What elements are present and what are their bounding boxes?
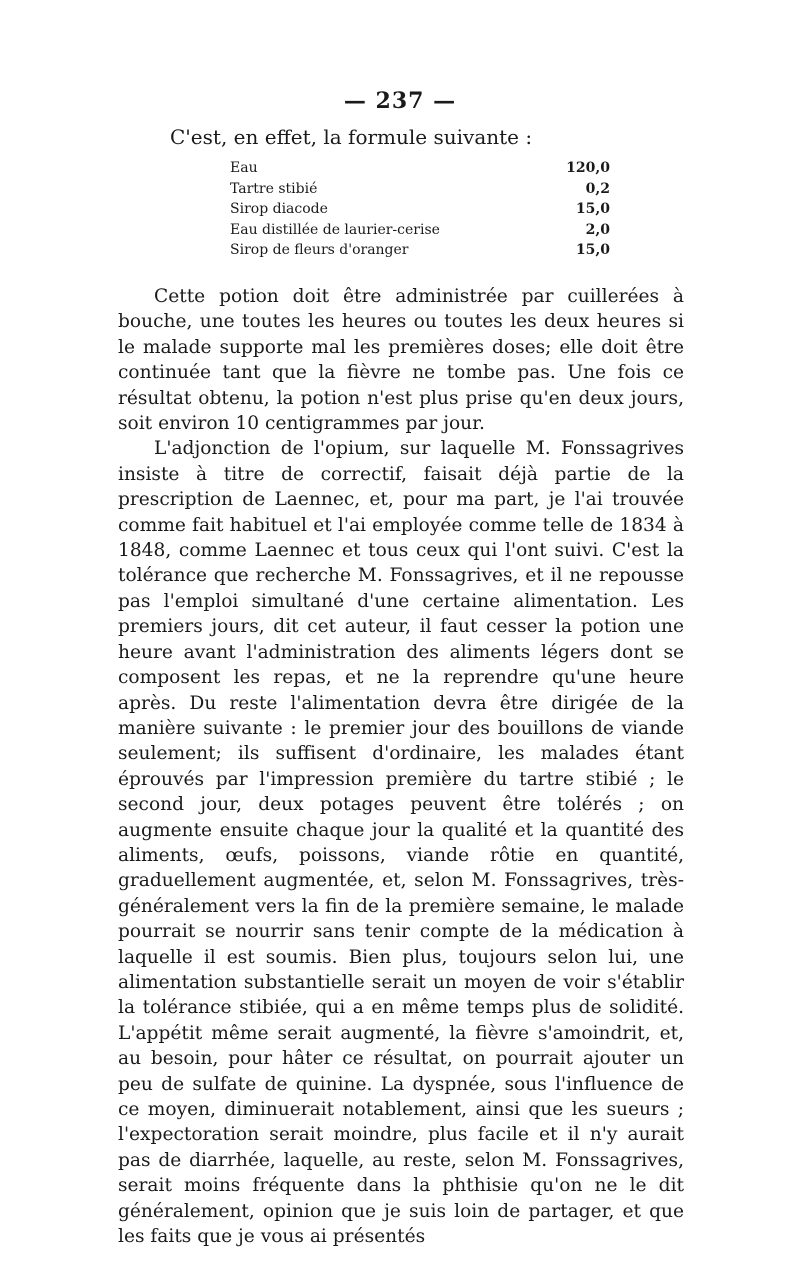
ingredient-quantity: 2,0 [585,221,610,238]
body-text [118,284,684,1249]
ingredient-name: Sirop diacode [230,201,328,217]
ingredient-quantity: 15,0 [575,201,610,217]
formula-row [230,179,610,200]
ingredient-name: Sirop de fleurs d'oranger [230,242,409,258]
formula-row [230,199,610,220]
paragraph: Cette potion doit être administrée par cuillerées à bouche, une toutes les heures ou toutes les deux heures si le malade supporte mal les premières doses; elle doit être continuée tant que la fièvre ne tombe pas. Une fois ce résultat obtenu, la potion n'est plus prise qu'en deux jours, soit environ 10 centigrammes par jour. [118,286,684,435]
formula-row [230,220,610,241]
formula-intro: C'est, en effet, la formule suivante : [170,125,533,149]
page-number: — 237 — [343,88,457,114]
ingredient-name: Tartre stibié [230,180,318,197]
ingredient-name: Eau distillée de laurier-cerise [230,221,440,238]
formula-list [230,158,610,261]
formula-row [230,158,610,179]
ingredient-quantity: 15,0 [575,242,610,258]
paragraph: L'adjonction de l'opium, sur laquelle M. Fonssagrives insiste à titre de correctif, faisait déjà partie de la prescription de Laennec, et, pour ma part, je l'ai trouvée comme fait habituel et l'ai employée comme telle de 1834 à 1848, comme Laennec et tous ceux qui l'ont suivi. C'est la tolérance que recherche M. Fonssagrives, et il ne repousse pas l'emploi simultané d'une certaine alimentation. Les premiers jours, dit cet auteur, il faut cesser la potion une heure avant l'administration des aliments légers dont se composent les repas, et ne la reprendre qu'une heure après. Du reste l'alimentation devra être dirigée de la manière suivante : le premier jour des bouillons de viande seulement; ils suffisent d'ordinaire, les malades étant éprouvés par l'impression première du tartre stibié ; le second jour, deux potages peuvent être tolérés ; on augmente ensuite chaque jour la qualité et la quantité des aliments, œufs, poissons, viande rôtie en quantité, graduellement augmentée, et, selon M. Fonssagrives, très-généralement vers la fin de la première semaine, le malade pourrait se nourrir sans tenir compte de la médication à laquelle il est soumis. Bien plus, toujours selon lui, une alimentation substantielle serait un moyen de voir s'établir la tolérance stibiée, qui a en même temps plus de solidité. L'appétit même serait augmenté, la fièvre s'amoindrit, et, au besoin, pour hâter ce résultat, on pourrait ajouter un peu de sulfate de quinine. La dyspnée, sous l'influence de ce moyen, diminuerait notablement, ainsi que les sueurs ; l'expectoration serait moindre, plus facile et il n'y aurait pas de diarrhée, laquelle, au reste, selon M. Fonssagrives, serait moins fréquente dans la phthisie qu'on ne le dit généralement, opinion que je suis loin de partager, et que les faits que je vous ai présentés [118,438,684,1248]
ingredient-quantity: 0,2 [585,180,610,197]
ingredient-name: Eau [230,160,258,176]
formula-row [230,240,610,261]
ingredient-quantity: 120,0 [566,160,610,176]
